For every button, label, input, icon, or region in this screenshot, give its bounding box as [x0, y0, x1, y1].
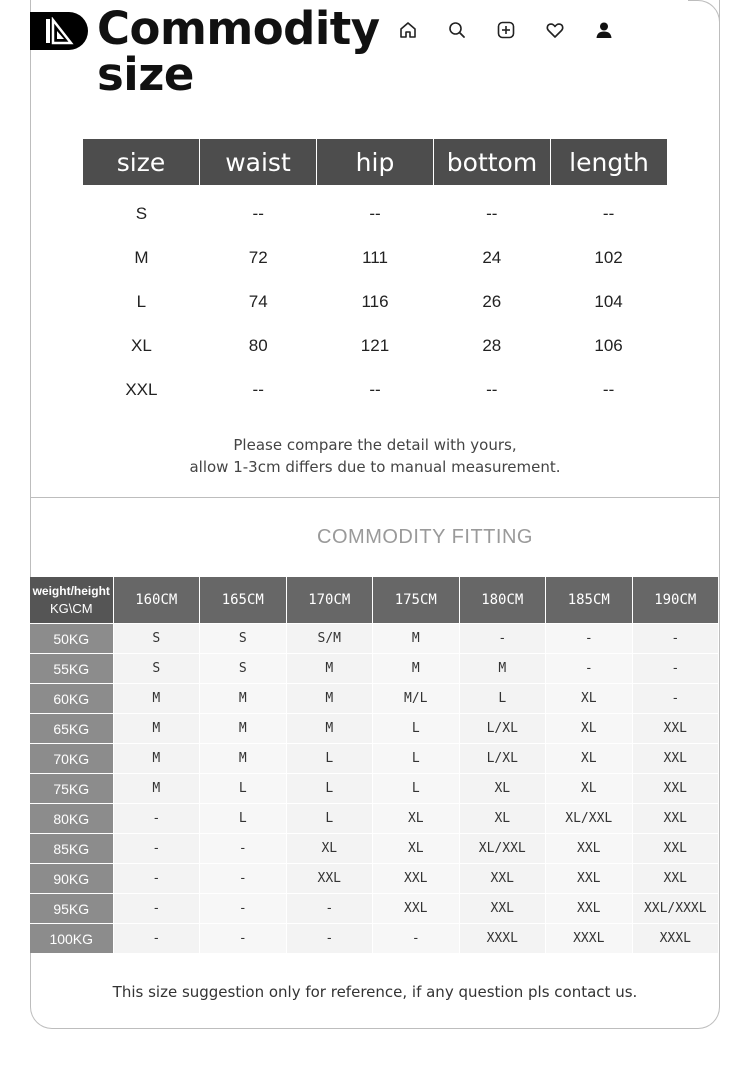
table-cell: S — [113, 623, 200, 653]
table-cell: - — [113, 803, 200, 833]
table-cell: - — [199, 863, 286, 893]
table-cell: -- — [369, 204, 381, 223]
table-cell: L — [286, 803, 373, 833]
table-row — [30, 713, 718, 743]
table-cell: M — [459, 653, 546, 683]
table-cell: L/XL — [459, 713, 546, 743]
table-cell: XXL — [372, 893, 459, 923]
table-cell: M — [113, 713, 200, 743]
table-cell: 80 — [248, 336, 268, 355]
fitting-corner-label — [30, 577, 113, 623]
table-cell: S — [113, 653, 200, 683]
corner-top-label: weight/height — [32, 584, 110, 598]
size-header-length: length — [551, 139, 667, 185]
table-cell: - — [545, 623, 632, 653]
table-cell: XXL — [632, 863, 719, 893]
table-cell: L — [372, 713, 459, 743]
table-cell: 24 — [482, 248, 502, 267]
table-cell: L — [372, 773, 459, 803]
fitting-header-cell: 185CM — [545, 577, 632, 623]
table-cell: XL — [545, 773, 632, 803]
table-cell: XXL/XXXL — [632, 893, 719, 923]
table-cell: XXL — [632, 713, 719, 743]
fitting-table-body — [30, 623, 718, 953]
table-cell: -- — [486, 380, 498, 399]
table-cell: XXL — [459, 863, 546, 893]
table-cell: -- — [486, 204, 498, 223]
user-icon[interactable] — [592, 18, 616, 42]
table-cell: M — [286, 683, 373, 713]
fitting-header-cell: 170CM — [286, 577, 373, 623]
weight-label: 75KG — [30, 773, 113, 803]
weight-label: 80KG — [30, 803, 113, 833]
table-cell: - — [199, 833, 286, 863]
table-row — [30, 773, 718, 803]
table-row — [30, 683, 718, 713]
table-cell: XL — [131, 336, 152, 355]
table-row — [30, 803, 718, 833]
table-cell: 26 — [482, 292, 502, 311]
table-cell: - — [113, 923, 200, 953]
table-cell: XL/XXL — [459, 833, 546, 863]
section-divider — [30, 497, 720, 498]
table-cell: XXL — [632, 833, 719, 863]
fitting-header-cell: 190CM — [632, 577, 719, 623]
fitting-header-cell: 165CM — [199, 577, 286, 623]
table-row — [30, 623, 718, 653]
table-row — [83, 192, 667, 236]
table-cell: - — [113, 833, 200, 863]
heart-icon[interactable] — [543, 18, 567, 42]
table-cell: -- — [369, 380, 381, 399]
table-cell: XXL — [125, 380, 158, 399]
table-cell: - — [199, 893, 286, 923]
table-cell: XXL — [459, 893, 546, 923]
size-header-bottom: bottom — [434, 139, 551, 185]
size-header-hip: hip — [317, 139, 434, 185]
weight-label: 90KG — [30, 863, 113, 893]
table-cell: M — [199, 743, 286, 773]
fitting-title: COMMODITY FITTING — [317, 526, 533, 548]
weight-label: 70KG — [30, 743, 113, 773]
fitting-header-cell: 160CM — [113, 577, 200, 623]
table-cell: XXL — [632, 743, 719, 773]
table-cell: - — [286, 893, 373, 923]
size-table-body — [83, 192, 667, 412]
fitting-header-cell: 175CM — [372, 577, 459, 623]
table-cell: 74 — [248, 292, 268, 311]
table-cell: 121 — [360, 336, 390, 355]
table-cell: - — [632, 653, 719, 683]
weight-label: 50KG — [30, 623, 113, 653]
table-cell: - — [199, 923, 286, 953]
weight-label: 95KG — [30, 893, 113, 923]
table-row — [83, 280, 667, 324]
measurement-note-line2: allow 1-3cm differs due to manual measurement. — [189, 458, 561, 476]
table-cell: - — [372, 923, 459, 953]
table-cell: 72 — [248, 248, 268, 267]
table-cell: XL — [459, 773, 546, 803]
table-cell: XXXL — [632, 923, 719, 953]
table-cell: - — [286, 923, 373, 953]
table-cell: XXXL — [545, 923, 632, 953]
table-row — [30, 833, 718, 863]
table-cell: S — [199, 623, 286, 653]
reference-note: This size suggestion only for reference, if any question pls contact us. — [112, 983, 638, 1001]
table-cell: XXL — [545, 863, 632, 893]
table-cell: -- — [602, 380, 615, 399]
top-nav — [396, 18, 616, 42]
table-cell: - — [113, 893, 200, 923]
table-row — [83, 236, 667, 280]
table-cell: M — [134, 248, 149, 267]
table-row — [30, 653, 718, 683]
page-title: Commodity size — [97, 2, 380, 101]
table-cell: XL — [372, 803, 459, 833]
table-row — [30, 893, 718, 923]
table-cell: XXL — [632, 773, 719, 803]
table-cell: M — [113, 743, 200, 773]
size-header-size: size — [83, 139, 200, 185]
size-header-waist: waist — [200, 139, 317, 185]
table-row — [83, 368, 667, 412]
table-cell: XXL — [632, 803, 719, 833]
table-cell: XXXL — [459, 923, 546, 953]
measurement-note-line1: Please compare the detail with yours, — [233, 436, 517, 454]
table-cell: M — [286, 653, 373, 683]
table-cell: XL — [286, 833, 373, 863]
table-cell: M — [199, 683, 286, 713]
table-cell: XL — [545, 683, 632, 713]
table-cell: - — [459, 623, 546, 653]
table-cell: -- — [252, 380, 264, 399]
table-row — [30, 743, 718, 773]
table-cell: L — [286, 743, 373, 773]
table-row — [30, 923, 718, 953]
weight-label: 85KG — [30, 833, 113, 863]
table-cell: XL — [459, 803, 546, 833]
measurement-note — [30, 434, 720, 478]
home-icon[interactable] — [396, 18, 420, 42]
table-cell: 116 — [361, 292, 389, 311]
table-cell: - — [545, 653, 632, 683]
table-cell: XXL — [545, 833, 632, 863]
table-cell: M — [372, 653, 459, 683]
table-cell: - — [632, 623, 719, 653]
table-cell: XXL — [372, 863, 459, 893]
table-cell: XL — [372, 833, 459, 863]
table-row — [30, 863, 718, 893]
fitting-table — [30, 577, 718, 953]
table-cell: XL/XXL — [545, 803, 632, 833]
fitting-header-cell: 180CM — [459, 577, 546, 623]
table-cell: L — [372, 743, 459, 773]
corner-bottom-label: KG\CM — [49, 601, 93, 616]
table-cell: XL — [545, 743, 632, 773]
table-cell: 102 — [594, 248, 623, 267]
table-cell: M — [113, 683, 200, 713]
ruler-triangle-icon — [44, 17, 74, 45]
table-cell: L — [459, 683, 546, 713]
table-cell: L — [199, 773, 286, 803]
table-cell: 111 — [362, 248, 388, 267]
table-row — [83, 324, 667, 368]
size-table-header — [83, 139, 667, 185]
brand-logo — [30, 12, 88, 50]
table-cell: L/XL — [459, 743, 546, 773]
table-cell: 104 — [594, 292, 623, 311]
table-cell: XXL — [545, 893, 632, 923]
table-cell: -- — [602, 204, 615, 223]
table-cell: M — [372, 623, 459, 653]
table-cell: 106 — [594, 336, 623, 355]
table-cell: S — [199, 653, 286, 683]
table-cell: -- — [252, 204, 264, 223]
weight-label: 60KG — [30, 683, 113, 713]
table-cell: L — [199, 803, 286, 833]
fitting-table-header — [30, 577, 718, 623]
table-cell: XXL — [286, 863, 373, 893]
weight-label: 55KG — [30, 653, 113, 683]
table-cell: M — [113, 773, 200, 803]
size-table — [83, 139, 667, 412]
table-cell: M/L — [372, 683, 459, 713]
table-cell: S/M — [286, 623, 373, 653]
weight-label: 65KG — [30, 713, 113, 743]
table-cell: - — [113, 863, 200, 893]
table-cell: 28 — [482, 336, 502, 355]
table-cell: S — [135, 204, 148, 223]
search-icon[interactable] — [445, 18, 469, 42]
table-cell: M — [286, 713, 373, 743]
add-icon[interactable] — [494, 18, 518, 42]
weight-label: 100KG — [30, 923, 113, 953]
table-cell: L — [286, 773, 373, 803]
table-cell: - — [632, 683, 719, 713]
table-cell: XL — [545, 713, 632, 743]
table-cell: M — [199, 713, 286, 743]
table-cell: L — [136, 292, 147, 311]
